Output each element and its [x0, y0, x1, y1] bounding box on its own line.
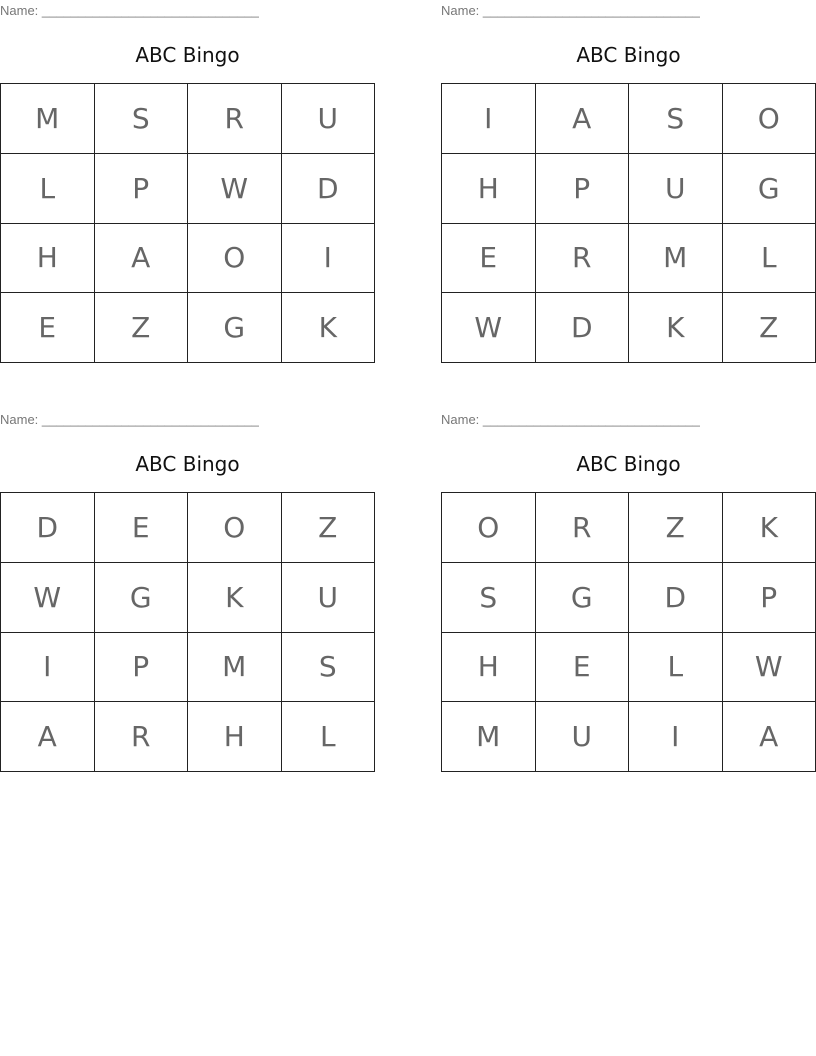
bingo-cell: H [1, 224, 95, 294]
bingo-cell: P [723, 563, 816, 633]
bingo-cell: L [1, 154, 95, 224]
bingo-cell: L [629, 633, 723, 703]
bingo-grid [0, 492, 375, 772]
card-title: ABC Bingo [135, 43, 240, 67]
bingo-cell: Z [282, 493, 376, 563]
card-title: ABC Bingo [576, 43, 681, 67]
bingo-cell: P [95, 154, 189, 224]
bingo-cell: E [536, 633, 630, 703]
bingo-cell: O [442, 493, 536, 563]
bingo-card-4 [441, 409, 816, 774]
card-title: ABC Bingo [576, 452, 681, 476]
bingo-cell: H [188, 702, 282, 772]
bingo-cell: U [282, 563, 376, 633]
name-field: Name: ______________________________ [441, 3, 700, 18]
bingo-cell: Z [95, 293, 189, 363]
bingo-cell: D [629, 563, 723, 633]
bingo-cell: D [536, 293, 630, 363]
bingo-cell: W [188, 154, 282, 224]
bingo-cell: U [536, 702, 630, 772]
card-title: ABC Bingo [135, 452, 240, 476]
bingo-cell: H [442, 154, 536, 224]
bingo-cell: I [282, 224, 376, 294]
bingo-card-2 [441, 0, 816, 365]
bingo-cell: M [1, 84, 95, 154]
bingo-cell: P [95, 633, 189, 703]
bingo-cell: S [442, 563, 536, 633]
bingo-cell: I [442, 84, 536, 154]
bingo-grid [441, 492, 816, 772]
bingo-cell: W [723, 633, 816, 703]
bingo-cell: S [282, 633, 376, 703]
bingo-cell: G [95, 563, 189, 633]
bingo-cell: W [1, 563, 95, 633]
bingo-cell: A [723, 702, 816, 772]
bingo-cell: R [188, 84, 282, 154]
bingo-cell: A [536, 84, 630, 154]
bingo-cell: G [536, 563, 630, 633]
bingo-cell: P [536, 154, 630, 224]
bingo-cell: E [95, 493, 189, 563]
bingo-cell: O [188, 493, 282, 563]
bingo-cell: W [442, 293, 536, 363]
bingo-cell: K [282, 293, 376, 363]
bingo-card-1 [0, 0, 375, 365]
bingo-cell: S [629, 84, 723, 154]
bingo-cell: Z [629, 493, 723, 563]
bingo-cell: U [282, 84, 376, 154]
bingo-cell: M [188, 633, 282, 703]
bingo-cell: O [188, 224, 282, 294]
bingo-cell: S [95, 84, 189, 154]
bingo-cell: K [188, 563, 282, 633]
bingo-cell: R [95, 702, 189, 772]
bingo-cell: L [282, 702, 376, 772]
bingo-cell: I [1, 633, 95, 703]
bingo-cell: L [723, 224, 816, 294]
bingo-cell: M [442, 702, 536, 772]
name-field: Name: ______________________________ [0, 412, 259, 427]
bingo-cell: R [536, 493, 630, 563]
bingo-cell: U [629, 154, 723, 224]
bingo-cell: E [442, 224, 536, 294]
name-field: Name: ______________________________ [0, 3, 259, 18]
bingo-card-3 [0, 409, 375, 774]
bingo-cell: H [442, 633, 536, 703]
bingo-cell: O [723, 84, 816, 154]
bingo-cell: E [1, 293, 95, 363]
bingo-cell: K [629, 293, 723, 363]
bingo-cell: D [1, 493, 95, 563]
bingo-cell: M [629, 224, 723, 294]
bingo-cell: R [536, 224, 630, 294]
bingo-cell: Z [723, 293, 816, 363]
bingo-cell: A [1, 702, 95, 772]
bingo-grid [441, 83, 816, 363]
bingo-cell: I [629, 702, 723, 772]
name-field: Name: ______________________________ [441, 412, 700, 427]
bingo-cell: K [723, 493, 816, 563]
bingo-grid [0, 83, 375, 363]
bingo-cell: G [188, 293, 282, 363]
bingo-cell: G [723, 154, 816, 224]
bingo-cell: D [282, 154, 376, 224]
bingo-cell: A [95, 224, 189, 294]
